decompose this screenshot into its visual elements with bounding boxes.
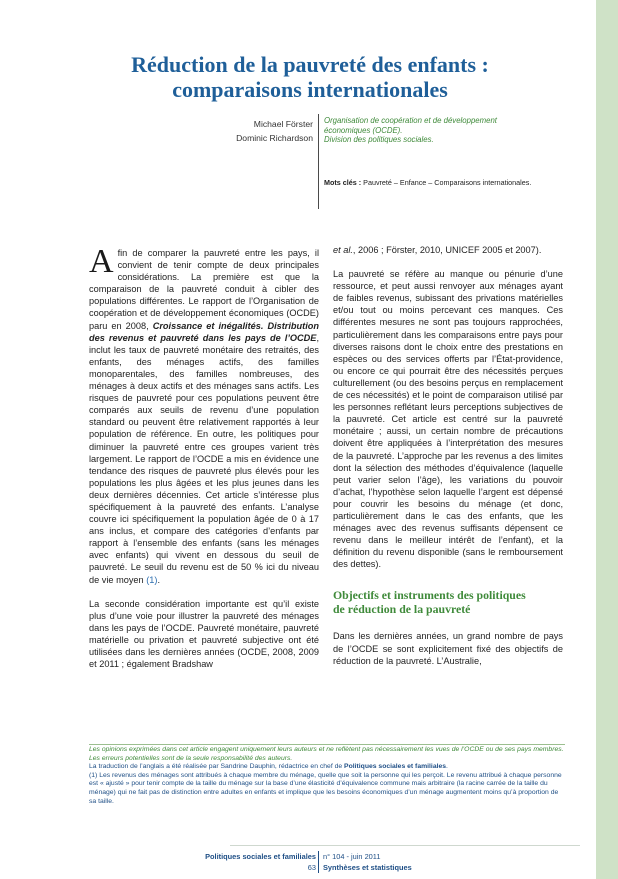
article-title-line-1: Réduction de la pauvreté des enfants : [131,52,489,77]
journal-name: Politiques sociales et familiales [205,852,316,861]
article-title [40,52,580,102]
running-footer-divider [230,845,580,846]
body-paragraph: Afin de comparer la pauvreté entre les pays, il convient de tenir compte de deux principales considérations. La première est que la comparaison de la pauvreté conduit à cibler des populations différentes. Le rapport de l’Organisation de coopération et de développement économiques (OCDE) paru en 2008, Croissance et inégalités. Distribution des revenus et pauvreté dans les pays de l’OCDE, inclut les taux de pauvreté monétaire des retraités, des enfants, des ménages actifs, des familles monoparentales, des familles nombreuses, des ménages à deux actifs et des ménages sans actifs. Les risques de pauvreté pour ces populations peuvent être comparés aux seuils de revenu d’une population standard ou peuvent être relativement rapportés à leur population de référence. En outre, les politiques pour diminuer la pauvreté entre ces groupes varient très largement. Le rapport de l’OCDE a mis en évidence une tendance des risques de pauvreté plus élevés pour les populations les plus âgées et les plus jeunes dans les deux dernières décennies. Cet article s’intéresse plus spécifiquement à la pauvreté des enfants. L’analyse couvre ici spécifiquement la population âgée de 0 à 17 ans inclus, et compare des catégories d’enfants par rapport à l’ensemble des enfants (sans les ménages avec enfants) qui vivent en dessous du seuil de pauvreté. Le seuil du revenu est de 50 % ici du niveau de vie moyen (1). [89,243,319,585]
author-name: Michael Förster [253,119,313,129]
decorative-sidebar-stripe [596,0,618,879]
keywords-label: Mots clés : [324,178,362,187]
drop-cap: A [89,243,114,280]
article-title-line-2: comparaisons internationales [172,77,448,102]
keywords-text: Pauvreté – Enfance – Comparaisons internationales. [363,178,532,187]
author-name: Dominic Richardson [236,133,313,143]
body-paragraph: La pauvreté se réfère au manque ou pénurie d’une ressource, et peut aussi renvoyer aux ménages ayant de faibles revenus, subissant des privations matérielles et/ou tout ou moins percevant ces manques. Ces différentes mesures ne sont pas toujours rapprochées, particulièrement dans les comparaisons entre pays pour diverses raisons dont le choix entre des prestations en espèces ou des services offerts par l’État-providence, ou encore ce qui pourrait être des nécessités perçues culturellement (ou des besoins perçus en remplacement de ces nécessités) et le point de comparaison utilisé par les personnes reflétant leurs perceptions subjectives de la pauvreté. Cet article est centré sur la pauvreté monétaire ; aussi, un certain nombre de précautions doivent être appliquées à l’interprétation des mesures de la pauvreté. L’approche par les revenus a des limites dont la sélection des méthodes d’équivalence (laquelle peut varier selon l’âge), les variations du pouvoir d’achat, l’hypothèse selon laquelle l’argent est dépensé pour couvrir les besoins du ménage (et donc, particulièrement dans le cas des enfants, que les ménages avec des revenus suffisants dépensent ce revenu dans le meilleur intérêt de l’enfant), et la définition du revenu disponible (sans le remboursement des dettes). [333,269,563,570]
running-footer-right [318,851,412,873]
body-paragraph: Dans les dernières années, un grand nombre de pays de l’OCDE se sont explicitement fixé des objectifs de réduction de la pauvreté. L’Australie, [333,631,563,666]
page-number: 63 [307,863,316,872]
footnotes [89,746,565,806]
disclaimer-note: Les opinions exprimées dans cet article engagent uniquement leurs auteurs et ne reflètent pas nécessairement les vues de l’OCDE ou de ses pays membres. Les erreurs potentielles sont de la seule responsabilité des auteurs. [89,746,564,762]
running-footer-left [205,851,316,873]
footnote-1: (1) Les revenus des ménages sont attribués à chaque membre du ménage, quelle que soit la personne qui les perçoit. Le revenu attribué à chaque personne est « ajusté » pour tenir compte de la taille du ménage sur la base d’une élasticité d’équivalence commune mais arbitraire (la racine carrée de la taille du ménage) qui ne fait pas de distinction entre adultes en enfants et implique que les besoins économiques d’un ménage augmentent moins qu’à proportion de sa taille. [89,771,562,805]
footnote-link-1[interactable]: (1) [146,574,158,585]
body-column-left [89,243,319,682]
translation-note: La traduction de l’anglais a été réalisée par Sandrine Dauphin, rédactrice en chef de Politiques sociales et familiales. [89,763,448,771]
report-title-reference: Croissance et inégalités. Distribution des revenus et pauvreté dans les pays de l’OCDE [89,320,319,343]
body-paragraph: La seconde considération importante est qu’il existe plus d’une voie pour illustrer la pauvreté des ménages dans les pays de l’OCDE. Pauvreté monétaire, pauvreté matérielle ou privation et pauvreté subjective ont été utilisées dans les dernières années (OCDE, 2008, 2009 et 2011 ; également Bradshaw [89,598,319,670]
affiliation-line: économiques (OCDE). [324,125,403,135]
keywords [324,178,574,187]
author-divider [318,114,319,209]
footnote-divider [89,744,565,745]
author-affiliation [324,116,554,145]
affiliation-line: Organisation de coopération et de développement [324,116,497,125]
body-paragraph: et al., 2006 ; Förster, 2010, UNICEF 2005 et 2007). [333,245,542,255]
author-list [236,117,313,145]
issue-info: n° 104 - juin 2011 [323,852,381,861]
affiliation-line: Division des politiques sociales. [324,135,434,144]
section-name: Synthèses et statistiques [323,863,412,872]
section-heading: Objectifs et instruments des politiques de réduction de la pauvreté [333,588,526,617]
body-column-right [333,244,563,679]
